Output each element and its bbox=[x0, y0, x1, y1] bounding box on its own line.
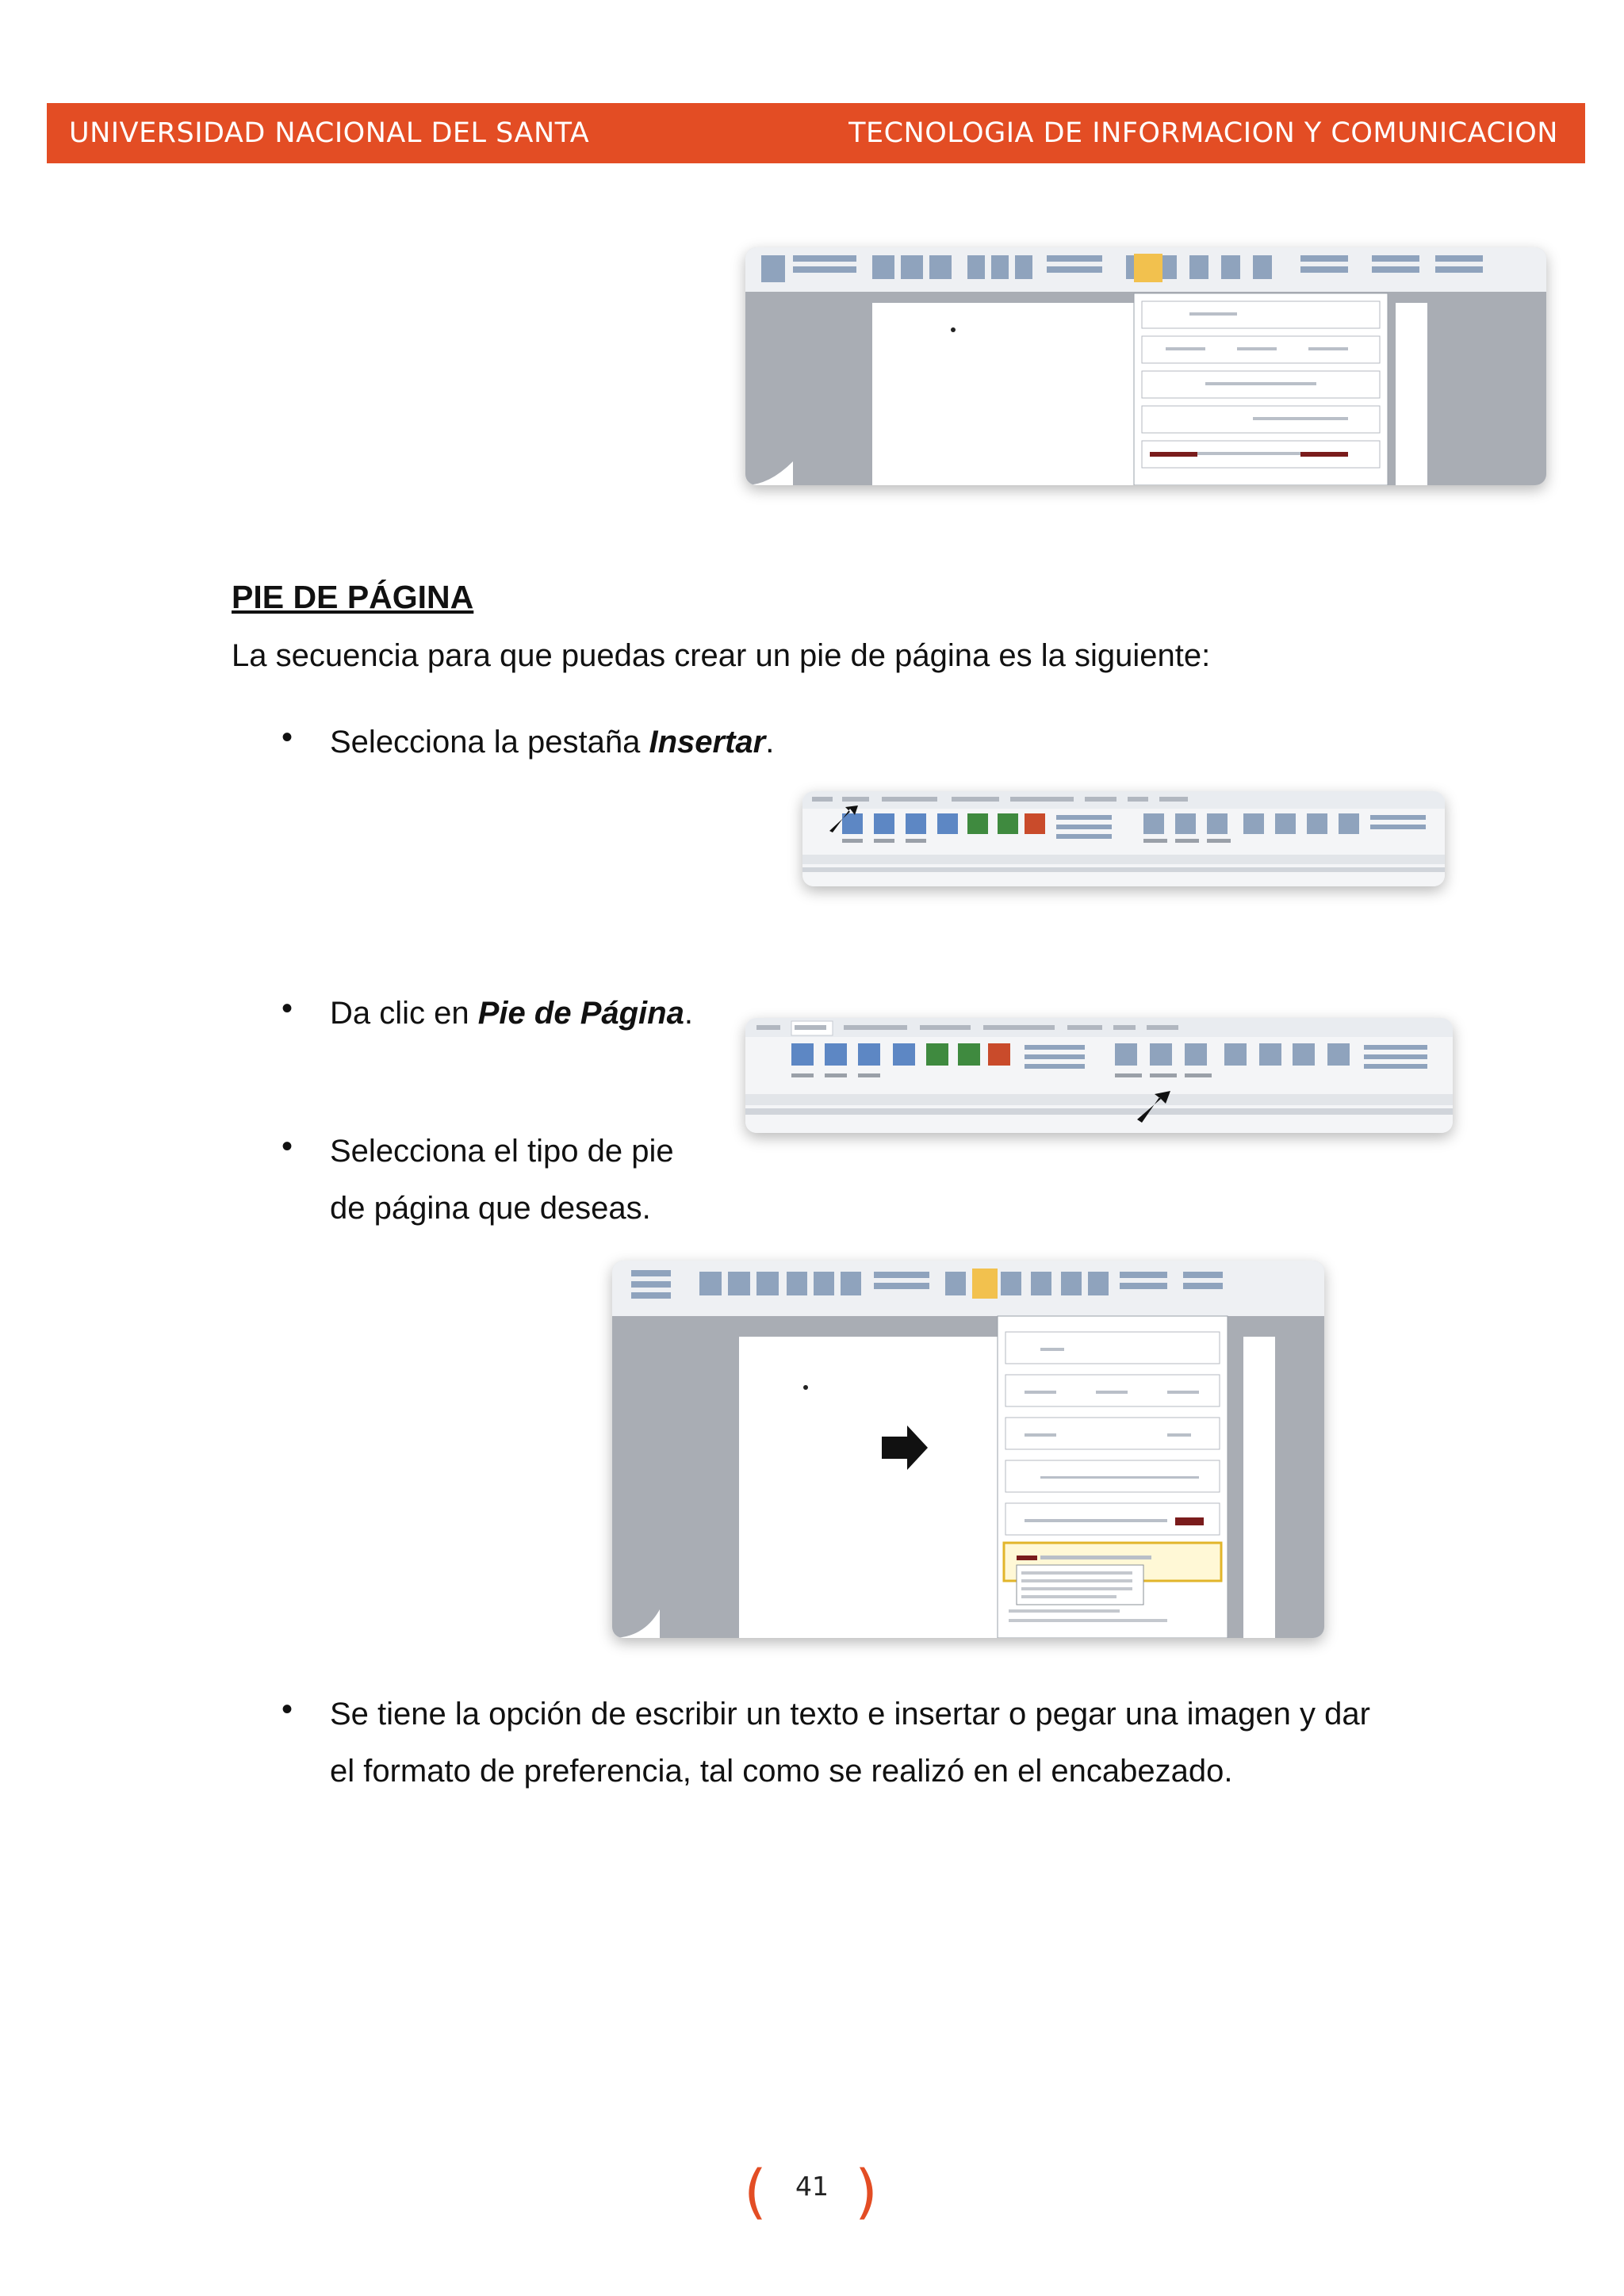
step-2-post: . bbox=[684, 996, 693, 1031]
step-2-pre: Da clic en bbox=[330, 996, 478, 1031]
step-1-post: . bbox=[765, 725, 775, 760]
footer-gallery-screenshot bbox=[612, 1261, 1324, 1638]
footer-button-ribbon-screenshot bbox=[745, 1018, 1453, 1133]
section-title: PIE DE PÁGINA bbox=[232, 579, 474, 615]
header-right-text: TECNOLOGIA DE INFORMACION Y COMUNICACION bbox=[848, 117, 1558, 149]
step-4-line-1: Se tiene la opción de escribir un texto e insertar o pegar una imagen y dar bbox=[330, 1697, 1370, 1732]
bullet-4: • bbox=[282, 1692, 293, 1727]
header-left-text: UNIVERSIDAD NACIONAL DEL SANTA bbox=[69, 117, 590, 149]
bullet-2: • bbox=[282, 991, 293, 1026]
bullet-3: • bbox=[282, 1129, 293, 1164]
page-number: 41 bbox=[795, 2171, 829, 2202]
step-2-bold: Pie de Página bbox=[477, 996, 684, 1031]
page-number-left-bracket: ( bbox=[744, 2158, 767, 2226]
page-number-right-bracket: ) bbox=[855, 2158, 878, 2226]
step-1-text bbox=[330, 714, 774, 771]
insert-tab-ribbon-screenshot bbox=[802, 791, 1445, 886]
header-bar bbox=[47, 103, 1585, 163]
word-header-gallery-screenshot bbox=[745, 247, 1546, 485]
word-window-illustration bbox=[745, 247, 1546, 485]
ribbon-illustration-1 bbox=[802, 791, 1445, 886]
ribbon-illustration-2 bbox=[745, 1018, 1453, 1133]
step-3-line-2: de página que deseas. bbox=[330, 1191, 651, 1226]
step-2-text bbox=[330, 985, 693, 1042]
step-1-pre: Selecciona la pestaña bbox=[330, 725, 649, 760]
footer-gallery-illustration bbox=[612, 1261, 1324, 1638]
bullet-1: • bbox=[282, 720, 293, 755]
section-intro: La secuencia para que puedas crear un pie de página es la siguiente: bbox=[232, 638, 1211, 673]
step-1-bold: Insertar bbox=[649, 725, 766, 760]
step-3-line-1: Selecciona el tipo de pie bbox=[330, 1134, 674, 1169]
step-4-line-2: el formato de preferencia, tal como se realizó en el encabezado. bbox=[330, 1754, 1233, 1789]
